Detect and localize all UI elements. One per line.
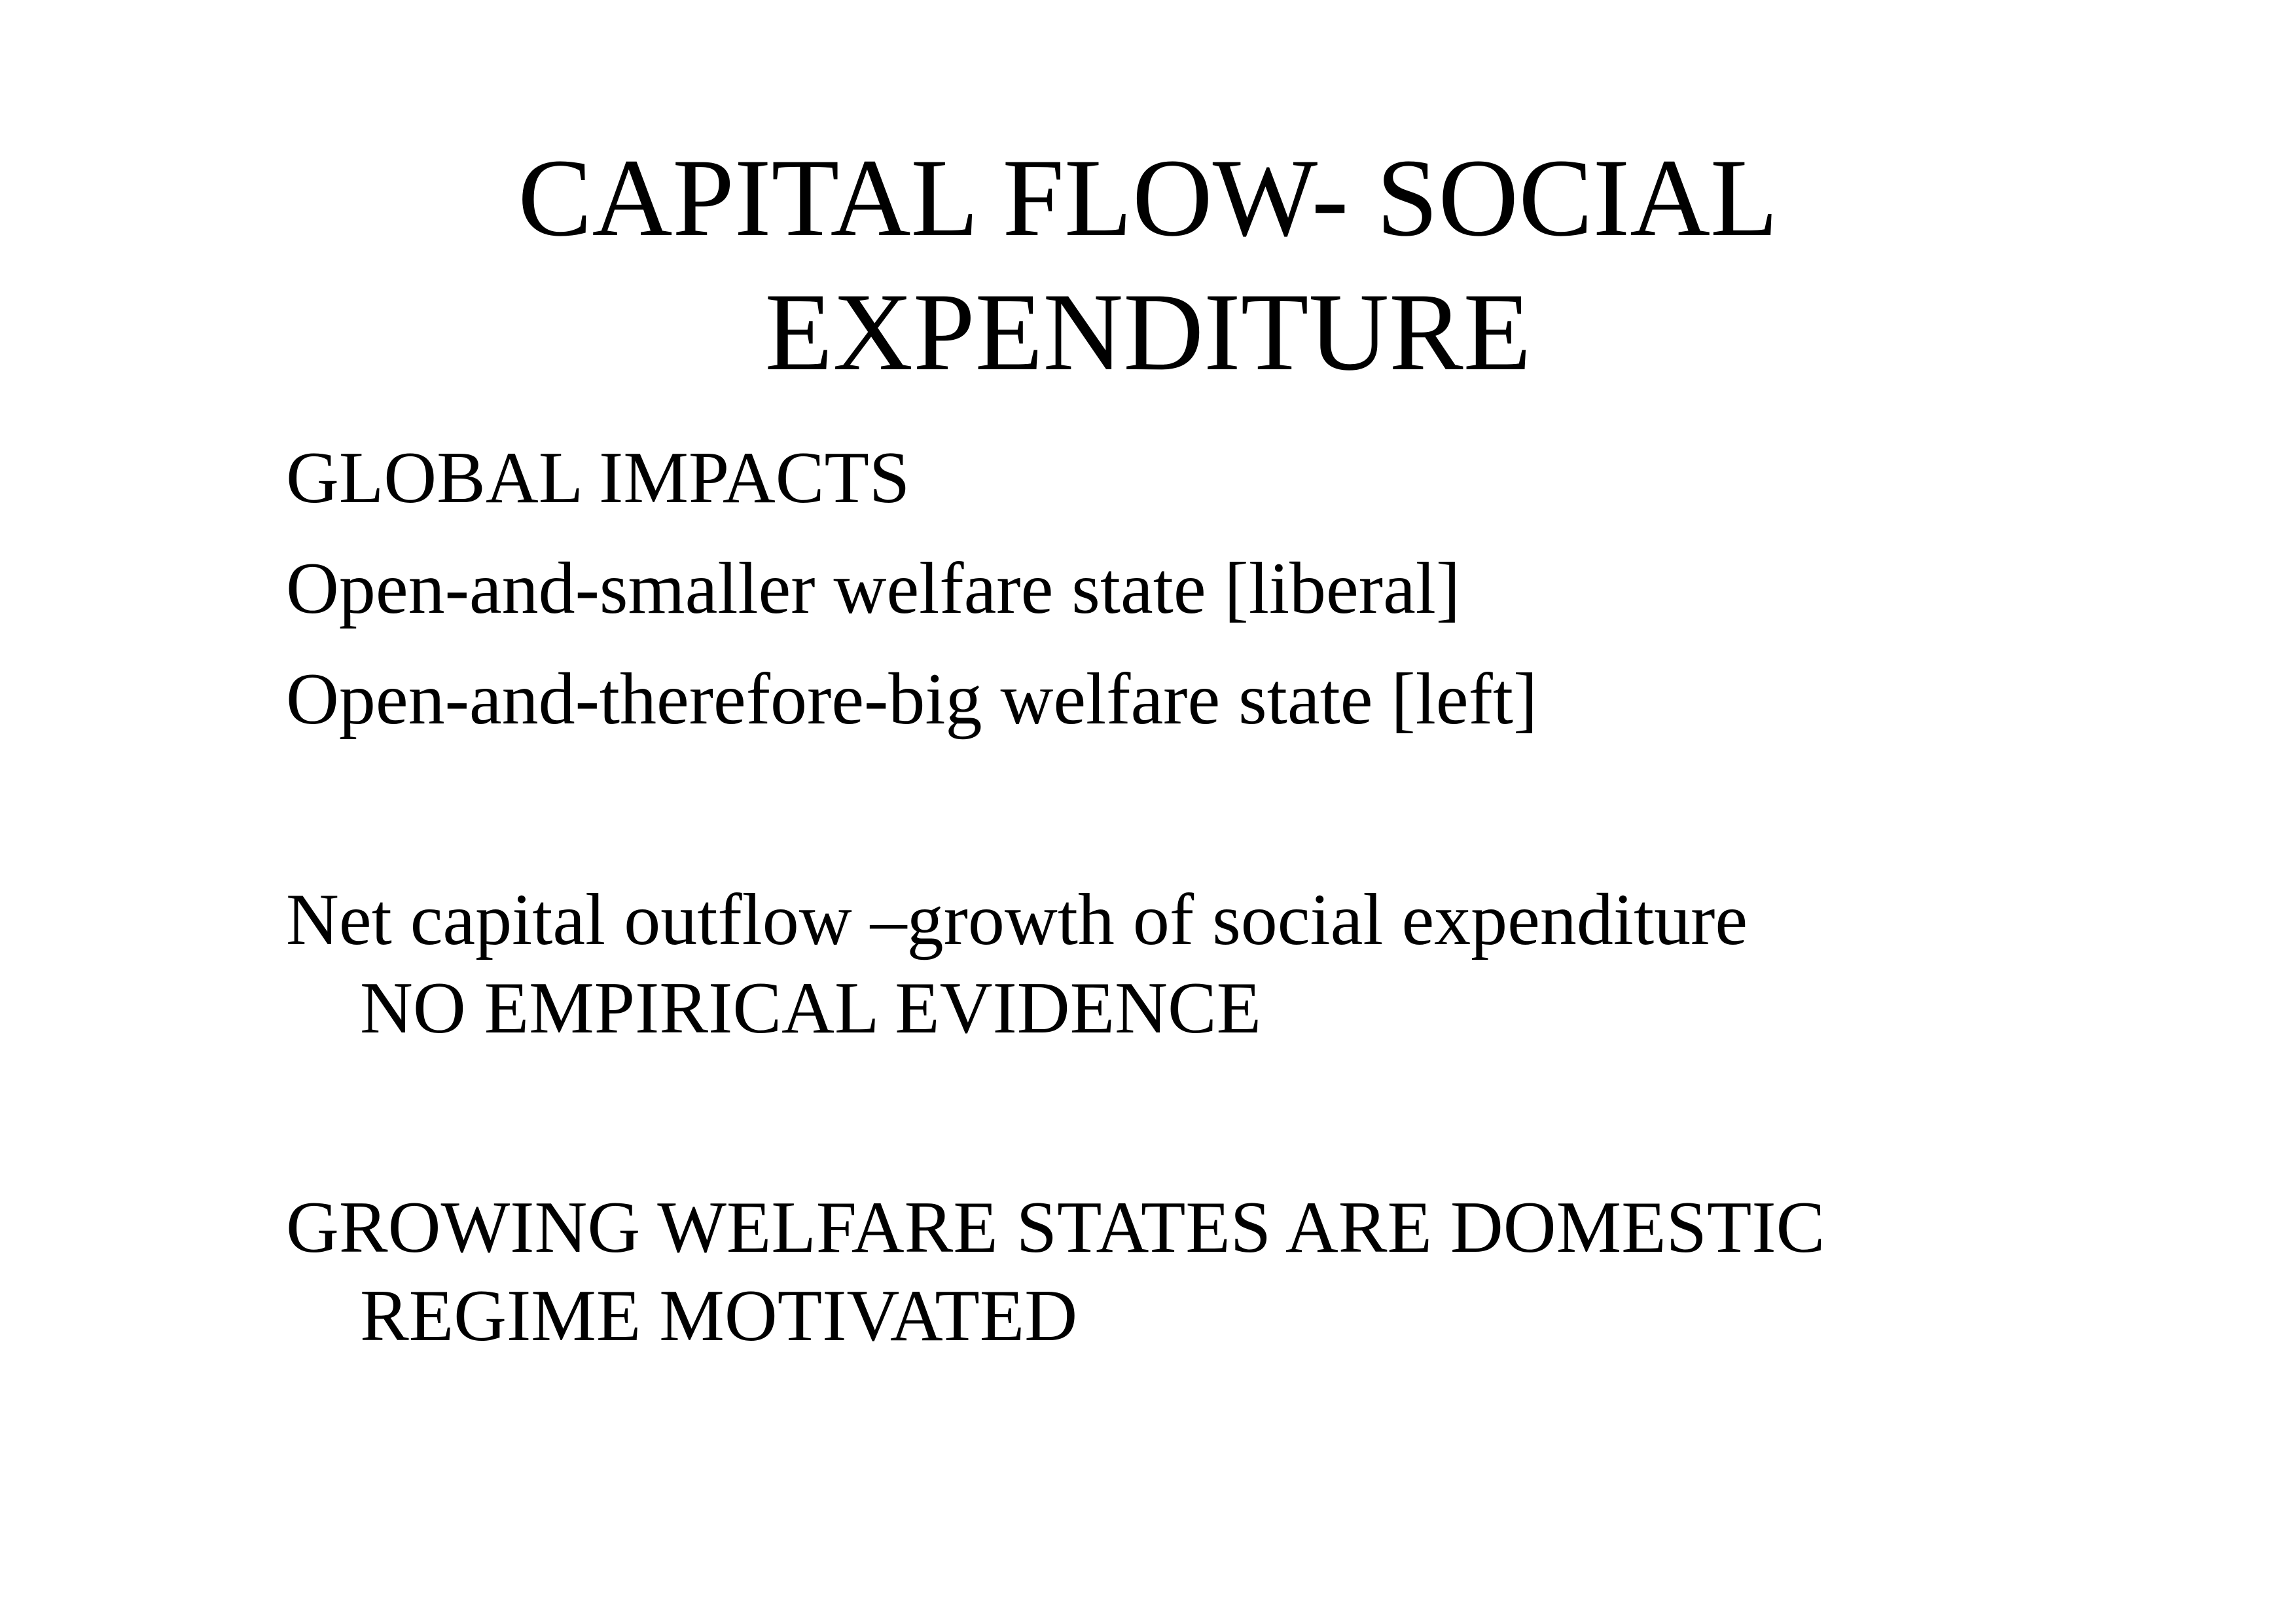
slide-title <box>0 131 2296 399</box>
paragraph-first-line: Net capital outflow –growth of social expenditure <box>286 879 1748 960</box>
paragraph-continuation-line: NO EMPIRICAL EVIDENCE <box>360 968 1262 1049</box>
slide-title-line: CAPITAL FLOW- SOCIAL <box>518 136 1778 259</box>
slide-title-line: EXPENDITURE <box>764 270 1532 393</box>
paragraph-continuation-line: REGIME MOTIVATED <box>360 1275 1078 1357</box>
slide-body <box>286 432 2119 1360</box>
body-line-left: Open-and-therefore-big welfare state [left] <box>286 659 1538 740</box>
body-line-liberal: Open-and-smaller welfare state [liberal] <box>286 548 1461 629</box>
paragraph-capital-outflow <box>286 876 2119 1053</box>
paragraph-domestic-regime <box>286 1184 2119 1360</box>
paragraph-first-line: GROWING WELFARE STATES ARE DOMESTIC <box>286 1187 1825 1268</box>
section-heading-global-impacts: GLOBAL IMPACTS <box>286 437 910 519</box>
